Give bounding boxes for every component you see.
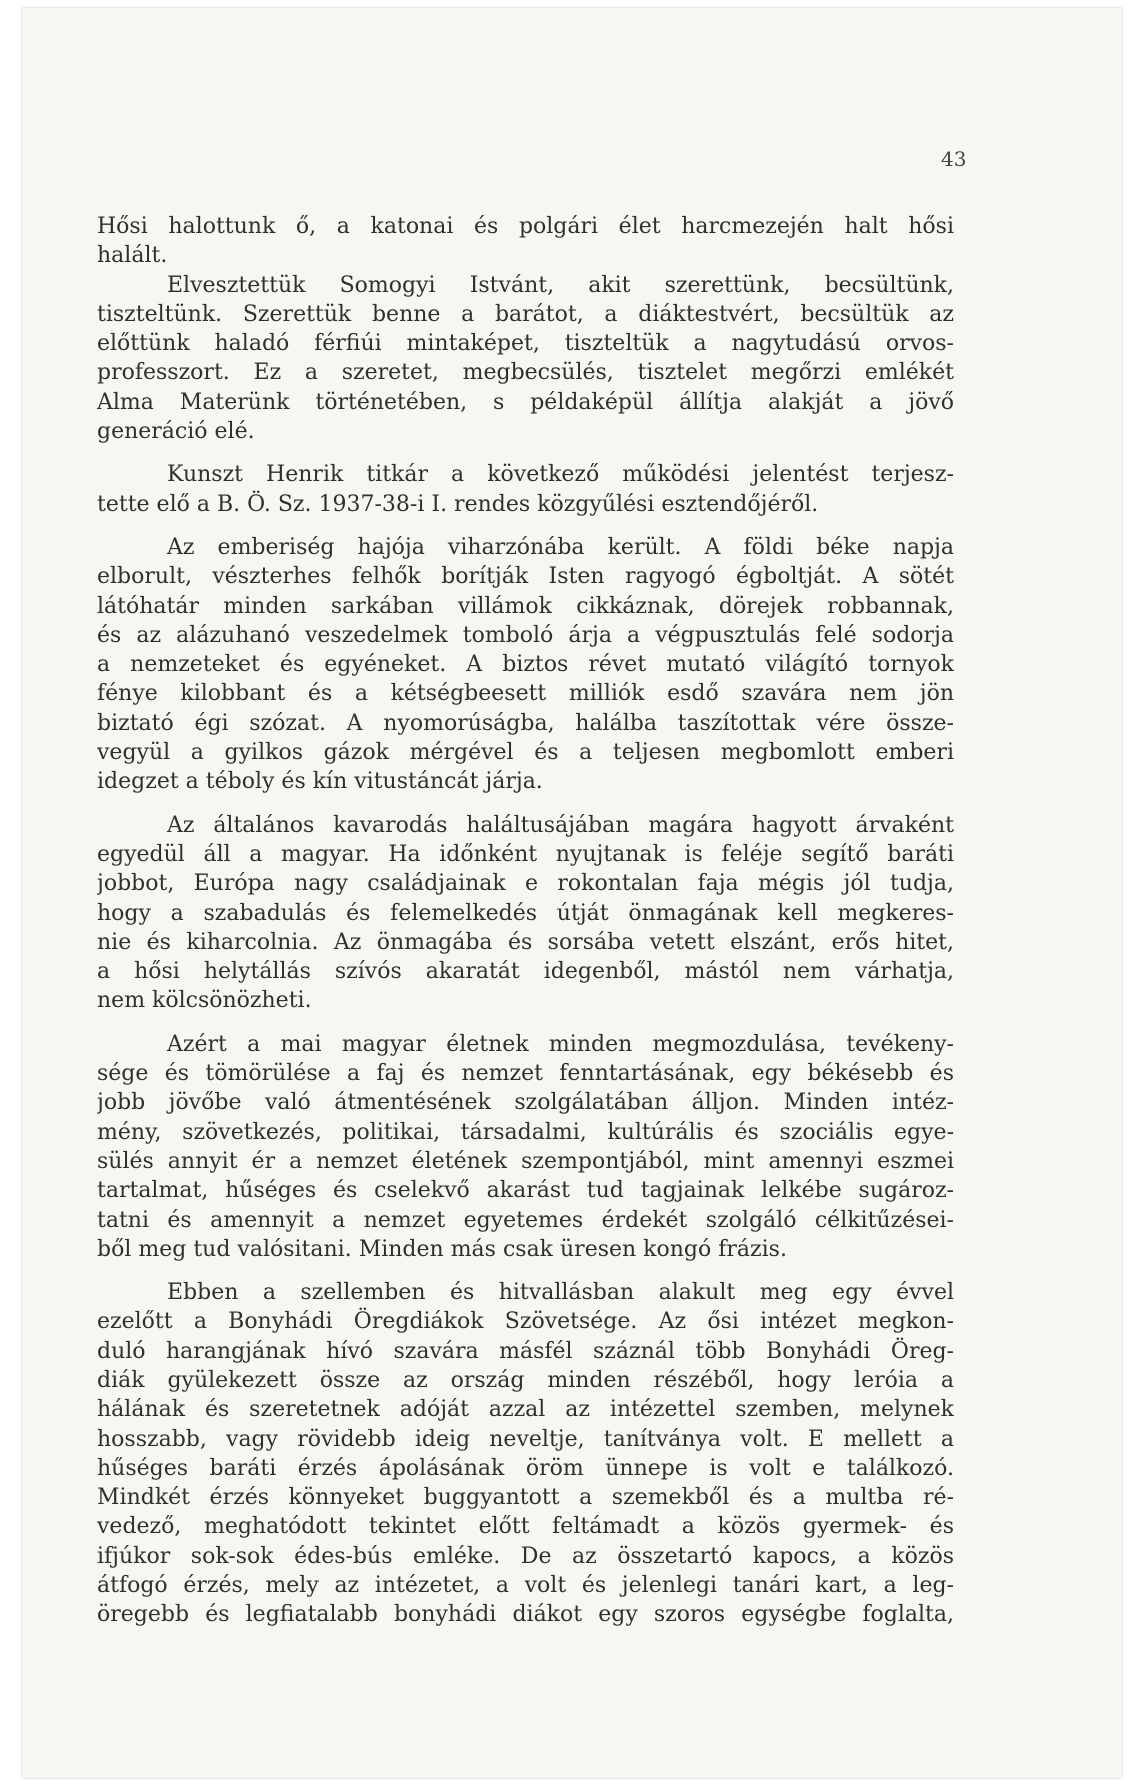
paragraph-gap — [97, 1016, 954, 1030]
text-line: professzort. Ez a szeretet, megbecsülés, tisztelet megőrzi emlékét — [97, 360, 954, 386]
paragraph — [97, 460, 954, 519]
paragraph — [97, 1278, 954, 1630]
text-line: a hősi helytállás szívós akaratát idegenből, mástól nem várhatja, — [97, 959, 954, 985]
text-line: Alma Materünk történetében, s példaképül állítja alakját a jövő — [97, 389, 954, 415]
text-line: biztató égi szózat. A nyomorúságba, halálba taszítottak vére össze- — [97, 710, 954, 736]
text-line: halált. — [97, 243, 168, 269]
text-line: vedező, meghatódott tekintet előtt feltámadt a közös gyermek- és — [97, 1514, 954, 1540]
paragraph-gap — [97, 446, 954, 460]
paragraph — [97, 533, 954, 797]
text-line: ből meg tud valósitani. Minden más csak üresen kongó frázis. — [97, 1236, 787, 1262]
text-line: duló harangjának hívó szavára másfél száznál több Bonyhádi Öreg- — [97, 1338, 954, 1364]
paragraph — [97, 271, 954, 447]
text-line: idegzet a téboly és kín vitustáncát járja. — [97, 769, 543, 795]
text-line: diák gyülekezett össze az ország minden részéből, hogy leróia a — [97, 1367, 954, 1393]
text-line: a nemzeteket és egyéneket. A biztos révet mutató világító tornyok — [97, 652, 954, 678]
paragraph-gap — [97, 1264, 954, 1278]
text-line: öregebb és legfiatalabb bonyhádi diákot egy szoros egységbe foglalta, — [97, 1602, 954, 1628]
text-line: hálának és szeretetnek adóját azzal az intézettel szemben, melynek — [97, 1397, 954, 1423]
text-line: átfogó érzés, mely az intézetet, a volt és jelenlegi tanári kart, a leg- — [97, 1573, 954, 1599]
paragraph-gap — [97, 519, 954, 533]
text-line: Az általános kavarodás haláltusájában magára hagyott árvaként — [167, 812, 954, 838]
text-line: hogy a szabadulás és felemelkedés útját önmagának kell megkeres- — [97, 900, 954, 926]
text-line: fénye kilobbant és a kétségbeesett milliók esdő szavára nem jön — [97, 681, 954, 707]
text-line: és az alázuhanó veszedelmek tomboló árja a végpusztulás felé sodorja — [97, 622, 954, 648]
text-line: jobb jövőbe való átmentésének szolgálatában álljon. Minden intéz- — [97, 1090, 954, 1116]
text-line: nem kölcsönözheti. — [97, 988, 312, 1014]
paragraph — [97, 1030, 954, 1264]
text-line: vegyül a gyilkos gázok mérgével és a teljesen megbomlott emberi — [97, 740, 954, 766]
text-line: elborult, vészterhes felhők borítják Isten ragyogó égboltját. A sötét — [97, 564, 954, 590]
text-line: egyedül áll a magyar. Ha időnként nyujtanak is feléje segítő baráti — [97, 841, 954, 867]
text-line: Hősi halottunk ő, a katonai és polgári élet harcmezején halt hősi — [97, 214, 954, 239]
text-line: ifjúkor sok-sok édes-bús emléke. De az összetartó kapocs, a közös — [97, 1543, 954, 1569]
paragraph-gap — [97, 797, 954, 811]
page-number: 43 — [941, 147, 967, 171]
text-line: nie és kiharcolnia. Az önmagába és sorsába vetett elszánt, erős hitet, — [97, 929, 954, 955]
text-line: Az emberiség hajója viharzónába került. A földi béke napja — [167, 534, 954, 560]
text-line: hűséges baráti érzés ápolásának öröm ünnepe is volt e találkozó. — [97, 1455, 954, 1481]
text-line: tatni és amennyit a nemzet egyetemes érdekét szolgáló célkitűzései- — [97, 1207, 954, 1233]
text-line: előttünk haladó férfiúi mintaképet, tiszteltük a nagytudású orvos- — [97, 331, 954, 357]
text-line: Kunszt Henrik titkár a következő működési jelentést terjesz- — [167, 462, 954, 488]
text-line: tiszteltünk. Szerettük benne a barátot, a diáktestvért, becsültük az — [97, 301, 954, 327]
text-line: Mindkét érzés könnyeket buggyantott a szemekből és a multba ré- — [97, 1485, 954, 1511]
text-line: sége és tömörülése a faj és nemzet fenntartásának, egy békésebb és — [97, 1061, 954, 1087]
text-line: mény, szövetkezés, politikai, társadalmi, kultúrális és szociális egye- — [97, 1119, 954, 1145]
text-line: tartalmat, hűséges és cselekvő akarást tud tagjainak lelkébe sugároz- — [97, 1178, 954, 1204]
text-line: Ebben a szellemben és hitvallásban alakult meg egy évvel — [167, 1280, 954, 1306]
body-text — [97, 212, 954, 1630]
text-line: Elvesztettük Somogyi Istvánt, akit szerettünk, becsültünk, — [167, 272, 954, 298]
text-line: tette elő a B. Ö. Sz. 1937-38-i I. rendes közgyűlési esztendőjéről. — [97, 491, 819, 517]
text-line: ezelőtt a Bonyhádi Öregdiákok Szövetsége. Az ősi intézet megkon- — [97, 1309, 954, 1335]
text-line: jobbot, Európa nagy családjainak e rokontalan faja mégis jól tudja, — [97, 871, 954, 897]
text-line: sülés annyit ér a nemzet életének szempontjából, mint amennyi eszmei — [97, 1148, 954, 1174]
text-line: generáció elé. — [97, 419, 255, 445]
paragraph — [97, 212, 954, 271]
text-line: látóhatár minden sarkában villámok cikkáznak, dörejek robbannak, — [97, 593, 954, 619]
text-line: hosszabb, vagy rövidebb ideig neveltje, tanítványa volt. E mellett a — [97, 1426, 954, 1452]
text-line: Azért a mai magyar életnek minden megmozdulása, tevékeny- — [167, 1031, 954, 1057]
paragraph — [97, 811, 954, 1016]
